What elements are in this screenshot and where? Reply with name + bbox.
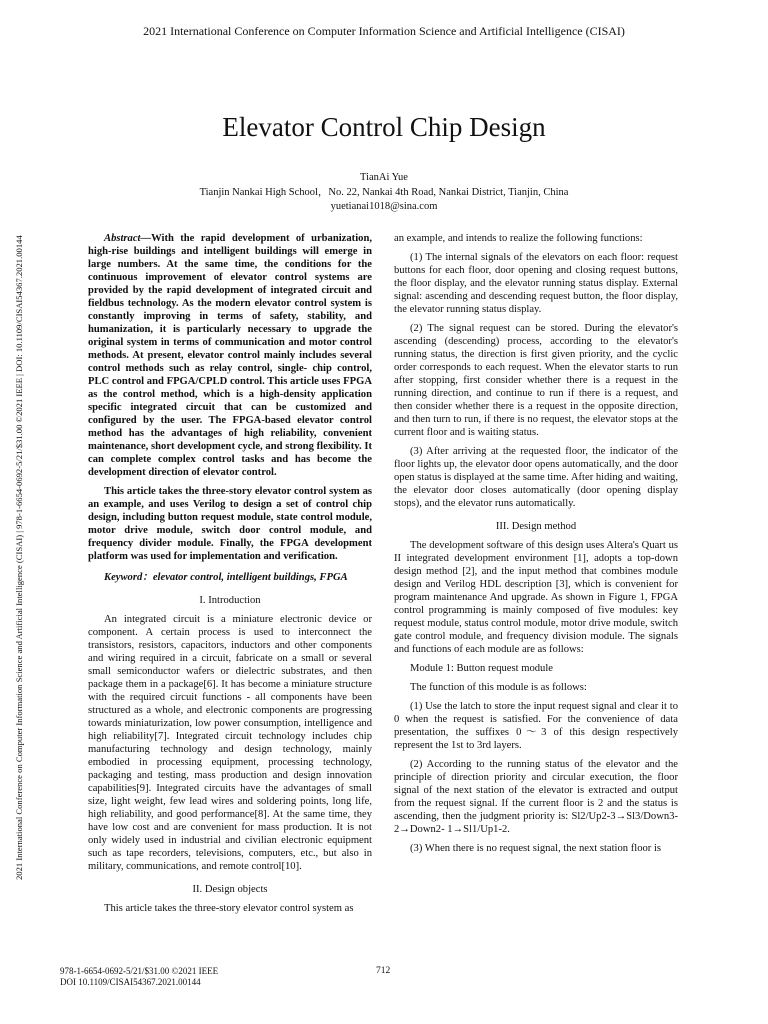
author-name: TianAi Yue: [360, 172, 408, 183]
author-block: [0, 168, 768, 215]
left-column: [88, 232, 372, 921]
abstract-label: Abstract—: [104, 233, 152, 244]
side-doi-strip: 2021 International Conference on Computer Information Science and Artificial Intelligence (CISAI) | 978-1-6654-0692-5/21/$31.00 ©2021 IEEE | DOI: 10.1109/CISAI54367.2021.00144: [14, 235, 24, 880]
abstract: [88, 232, 372, 479]
design-objects-continued: an example, and intends to realize the following functions:: [394, 233, 643, 244]
design-objects-text: This article takes the three-story elevator control system as: [104, 903, 354, 914]
module-item-2: (2) According to the running status of the elevator and the principle of direction priority and circular execution, the floor signal of the next station of the elevator is extracted and output from the request signal. If the current floor is 2 and the status is ascending, then the judgment priority is: Sl2/Up2-3→Sl3/Down3-2→Down2- 1→Sl1/Up1-2.: [394, 759, 678, 835]
module-item-1: (1) Use the latch to store the input request signal and clear it to 0 when the request is satisfied. For the convenience of data presentation, the suffixes 0～3 of this design respectively represent the 1st to 3rd layers.: [394, 701, 678, 751]
module-function-intro: The function of this module is as follows:: [410, 682, 587, 693]
footer-isbn: 978-1-6654-0692-5/21/$31.00 ©2021 IEEE: [60, 966, 219, 976]
introduction-text: An integrated circuit is a miniature electronic device or component. A certain process is used to interconnect the transistors, resistors, capacitors, inductors and other components and wiring required in a circuit, fabricate on a small or several small semiconductor wafers or dielectric substrates, and then package them in a package[6]. It has become a miniature structure with the required circuit functions - all components have been structured as a whole, and electronic components are progressing towards miniaturization, low power consumption, intelligence and high reliability[7]. Integrated circuit technology includes chip manufacturing technology and design technology, mainly embodied in processing equipment, processing technology, packaging and testing, mass production and design innovation capabilities[9]. Integrated circuits have the advantages of small size, light weight, few lead wires and soldering points, long life, high reliability, and good performance[8]. At the same time, they have low cost and are convenient for mass production. It is not only widely used in industrial and civilian electronic equipment such as tape recorders, televisions, computers, etc., but also in military, communications, and remote control[10].: [88, 614, 372, 872]
section-introduction: I. Introduction: [199, 595, 261, 606]
page-number: 712: [376, 966, 391, 976]
footer-copyright: [60, 966, 218, 988]
keywords: Keyword：elevator control, intelligent buildings, FPGA: [104, 572, 348, 583]
footer-doi: DOI 10.1109/CISAI54367.2021.00144: [60, 977, 201, 987]
section-design-method: III. Design method: [495, 521, 577, 532]
section-design-objects: II. Design objects: [192, 884, 268, 895]
abstract-paragraph-2: This article takes the three-story elevator control system as an example, and uses Verilog to design a set of control chip design, including button request module, state control module, motor drive module, switch door control module, and frequency divider module. Finally, the FPGA development platform was used for implementation and verification.: [88, 486, 372, 562]
module-1-heading: Module 1: Button request module: [410, 663, 554, 674]
abstract-text: With the rapid development of urbanization, high-rise buildings and intelligent buildings will emerge in large numbers. At the same time, the conditions for the continuous improvement of elevator control systems are provided by the rapid development of integrated circuit and fieldbus technology. As the modern elevator control system is constantly improving in terms of safety, stability, and humanization, it is particularly necessary to upgrade the original system in terms of communication and motor control methods. At present, elevator control mainly includes several control methods such as relay control, single- chip control, PLC control and FPGA/CPLD control. This article uses FPGA as the control method, which is a high-density application specific integrated circuit that can be customized and configured by the user. The FPGA-based elevator control method has the advantages of high reliability, convenient maintenance, short development cycle, and strong flexibility. It can complete complex control tasks and has become the development direction of elevator control.: [88, 233, 372, 478]
function-3: (3) After arriving at the requested floor, the indicator of the floor lights up, the elevator door opens automatically, and the door open status is displayed at the same time. After hiding and waiting, the elevator door closes automatically (door opening display stops), and the elevator runs automatically.: [394, 446, 678, 509]
author-email: yuetianai1018@sina.com: [330, 201, 438, 212]
right-column: [394, 232, 678, 861]
module-item-3: (3) When there is no request signal, the next station floor is: [410, 843, 662, 854]
conference-header: 2021 International Conference on Computer Information Science and Artificial Intelligence (CISAI): [143, 24, 625, 38]
function-2: (2) The signal request can be stored. During the elevator's ascending (descending) process, according to the elevator's running status, the direction is first given priority, and the cyclic order corresponds to each request. When the elevator starts to run after stopping, first consider whether there is a request in the running direction, and continue to run if there is a request, and then consider whether there is a request in the opposite direction, and then turn to run, if there is no request, the elevator stops at the current floor and is waiting status.: [394, 323, 678, 438]
function-1: (1) The internal signals of the elevators on each floor: request buttons for each floor, door opening and closing request buttons, the floor display, and the elevator running status display. External signal: ascending and descending request button, the floor display, the elevator running status display.: [394, 252, 678, 315]
paper-title: Elevator Control Chip Design: [222, 112, 546, 142]
author-affiliation: Tianjin Nankai High School，No. 22, Nankai 4th Road, Nankai District, Tianjin, China: [199, 187, 569, 198]
design-method-text: The development software of this design uses Altera's Quart us II integrated development environment [1], adopts a top-down design method [2], and the input method that combines module design and Verilog HDL description [3], which is convenient for program maintenance And upgrade. As shown in Figure 1, FPGA control programming is mainly composed of five modules: key request module, status control module, motor drive module, switch gate control module, and frequency division module. The signals and functions of each module are as follows:: [394, 540, 678, 655]
